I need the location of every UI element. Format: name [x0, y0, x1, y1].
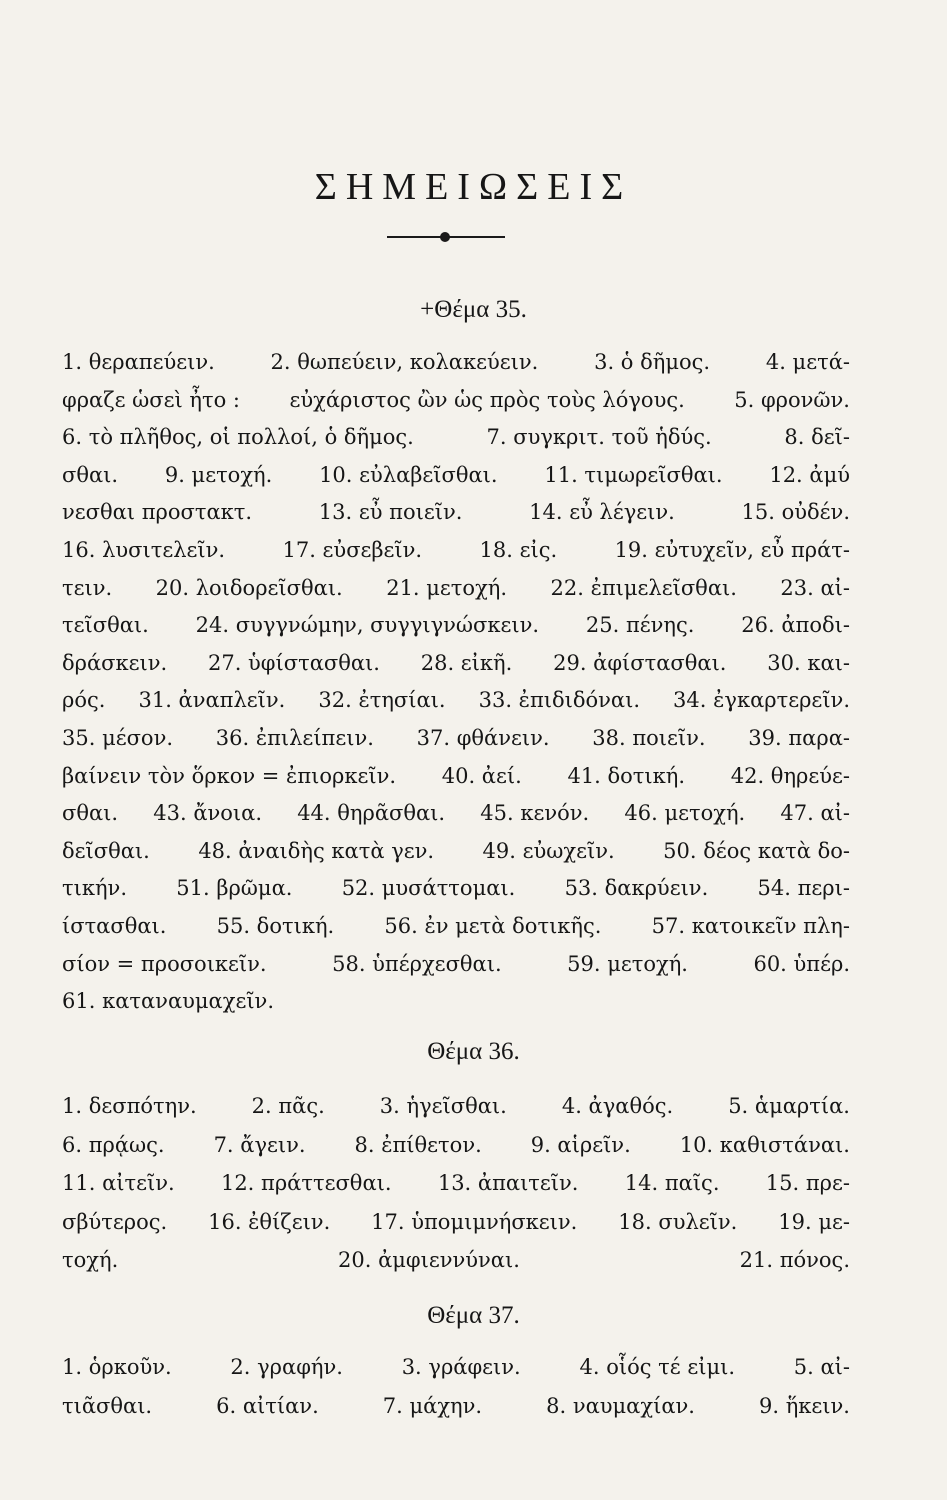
text-segment: 57. κατοικεῖν πλη-: [651, 913, 850, 938]
text-line: [62, 1248, 850, 1287]
text-line: [62, 463, 850, 501]
text-segment: σθαι.: [62, 462, 119, 487]
text-segment: 50. δέος κατὰ δο-: [663, 838, 850, 863]
text-segment: 25. πένης.: [585, 613, 695, 638]
text-line: [62, 500, 850, 538]
text-segment: τειν.: [62, 575, 113, 600]
text-segment: 33. ἐπιδιδόναι.: [478, 688, 641, 713]
text-line: [62, 1094, 850, 1133]
text-segment: 21. πόνος.: [739, 1248, 850, 1272]
text-segment: 22. ἐπιμελεῖσθαι.: [550, 575, 737, 600]
section-body-37: [62, 1355, 850, 1432]
text-segment: 30. και-: [767, 650, 850, 675]
text-segment: 3. γράφειν.: [401, 1355, 521, 1379]
text-segment: 35. μέσον.: [62, 725, 174, 750]
text-segment: 19. εὐτυχεῖν, εὖ πράτ-: [614, 537, 850, 562]
text-segment: 41. δοτική.: [567, 763, 686, 788]
text-segment: 9. μετοχή.: [164, 462, 273, 487]
text-segment: τοχή.: [62, 1248, 119, 1272]
text-segment: δράσκειν.: [62, 650, 168, 675]
text-segment: 2. γραφήν.: [230, 1355, 343, 1379]
text-segment: 27. ὑφίστασθαι.: [207, 650, 380, 675]
text-segment: 59. μετοχή.: [567, 951, 688, 976]
text-segment: τικήν.: [62, 876, 127, 901]
text-segment: 8. δεῖ-: [784, 425, 850, 450]
section-body-36: [62, 1094, 850, 1287]
text-line: [62, 538, 850, 576]
text-segment: 4. μετά-: [765, 350, 850, 374]
text-segment: σθαι.: [62, 801, 119, 826]
text-segment: 13. εὖ ποιεῖν.: [318, 500, 463, 525]
text-segment: 39. παρα-: [748, 725, 850, 750]
text-segment: 28. εἰκῆ.: [420, 650, 513, 675]
text-segment: 29. ἀφίστασθαι.: [553, 650, 727, 675]
text-segment: 53. δακρύειν.: [564, 876, 709, 901]
text-segment: 48. ἀναιδὴς κατὰ γεν.: [198, 838, 435, 863]
text-segment: 31. ἀναπλεῖν.: [138, 688, 286, 713]
ornament-dot: [440, 232, 450, 242]
text-segment: 1. δεσπότην.: [62, 1094, 197, 1118]
text-segment: εὐχάριστος ὢν ὡς πρὸς τοὺς λόγους.: [289, 387, 685, 412]
text-segment: 3. ἡγεῖσθαι.: [379, 1094, 507, 1118]
text-line: [62, 1355, 850, 1394]
text-segment: 6. τὸ πλῆθος, οἱ πολλοί, ὁ δῆμος.: [62, 425, 414, 450]
text-line: [62, 764, 850, 802]
text-segment: 5. αἰ-: [793, 1355, 850, 1379]
section-heading-37: Θέμα 37.: [427, 1302, 520, 1329]
text-line: [62, 914, 850, 952]
text-line: [62, 350, 850, 388]
text-segment: 34. ἐγκαρτερεῖν.: [673, 688, 850, 713]
text-segment: σβύτερος.: [62, 1209, 168, 1234]
text-segment: τεῖσθαι.: [62, 613, 149, 638]
text-segment: φραζε ὡσεὶ ἦτο :: [62, 387, 241, 412]
text-segment: 23. αἰ-: [780, 575, 850, 600]
text-segment: ρός.: [62, 688, 106, 713]
text-segment: 18. εἰς.: [479, 537, 558, 562]
text-segment: ίστασθαι.: [62, 913, 167, 938]
text-segment: 12. ἀμύ: [769, 462, 850, 487]
text-segment: 15. οὐδέν.: [741, 500, 850, 525]
text-segment: 12. πράττεσθαι.: [220, 1171, 392, 1195]
text-line: [62, 388, 850, 426]
text-segment: 20. ἀμφιεννύναι.: [338, 1248, 520, 1272]
text-line: [62, 1133, 850, 1172]
text-segment: 44. θηρᾶσθαι.: [297, 801, 446, 826]
text-line: [62, 952, 850, 990]
text-segment: 20. λοιδορεῖσθαι.: [155, 575, 343, 600]
text-line: [62, 576, 850, 614]
text-segment: 9. αἱρεῖν.: [530, 1132, 631, 1157]
text-line: [62, 726, 850, 764]
text-line: [62, 1394, 850, 1433]
text-segment: 36. ἐπιλείπειν.: [215, 725, 374, 750]
text-segment: 16. λυσιτελεῖν.: [62, 537, 226, 562]
text-segment: 19. με-: [778, 1209, 850, 1234]
section-heading-35: +Θέμα 35.: [420, 296, 527, 323]
text-line: [62, 989, 850, 1027]
text-segment: 3. ὁ δῆμος.: [594, 350, 711, 374]
text-segment: 10. εὐλαβεῖσθαι.: [319, 462, 498, 487]
text-segment: 1. θεραπεύειν.: [62, 350, 215, 374]
text-segment: τιᾶσθαι.: [62, 1393, 153, 1418]
text-segment: νεσθαι προστακτ.: [62, 500, 253, 525]
text-segment: 14. εὖ λέγειν.: [529, 500, 675, 525]
text-line: [62, 876, 850, 914]
text-segment: 26. ἀποδι-: [741, 613, 850, 638]
text-segment: 40. ἀεί.: [441, 763, 522, 788]
text-line: [62, 425, 850, 463]
text-segment: 38. ποιεῖν.: [592, 725, 706, 750]
text-segment: 7. συγκριτ. τοῦ ἡδύς.: [486, 425, 712, 450]
text-segment: 10. καθιστάναι.: [679, 1132, 850, 1157]
text-segment: 56. ἐν μετὰ δοτικῆς.: [384, 913, 602, 938]
text-segment: 4. ἀγαθός.: [561, 1094, 674, 1118]
text-segment: 24. συγγνώμην, συγγιγνώσκειν.: [195, 613, 540, 638]
text-segment: 46. μετοχή.: [624, 801, 746, 826]
text-segment: 47. αἰ-: [780, 801, 850, 826]
text-segment: 45. κενόν.: [480, 801, 590, 826]
text-segment: 15. πρε-: [765, 1171, 850, 1195]
text-segment: 61. καταναυμαχεῖν.: [62, 989, 274, 1014]
text-segment: 37. φθάνειν.: [416, 725, 550, 750]
text-segment: σίον = προσοικεῖν.: [62, 951, 267, 976]
text-segment: 5. φρονῶν.: [734, 387, 850, 412]
text-segment: 2. πᾶς.: [251, 1094, 325, 1118]
page-title: ΣΗΜΕΙΩΣΕΙΣ: [314, 166, 633, 209]
text-line: [62, 688, 850, 726]
text-segment: 6. πρᾴως.: [62, 1132, 165, 1157]
text-segment: 9. ἥκειν.: [758, 1393, 850, 1418]
text-segment: 60. ὑπέρ.: [753, 951, 850, 976]
text-segment: 8. ἐπίθετον.: [354, 1132, 482, 1157]
text-segment: 51. βρῶμα.: [176, 876, 293, 901]
text-segment: 43. ἄνοια.: [153, 801, 263, 826]
text-segment: 17. εὐσεβεῖν.: [282, 537, 423, 562]
text-line: [62, 613, 850, 651]
section-body-35: [62, 350, 850, 1027]
text-segment: 17. ὑπομιμνήσκειν.: [371, 1209, 578, 1234]
text-segment: βαίνειν τὸν ὅρκον = ἐπιορκεῖν.: [62, 763, 397, 788]
text-segment: 4. οἷός τέ εἰμι.: [579, 1355, 735, 1379]
text-line: [62, 651, 850, 689]
text-line: [62, 801, 850, 839]
text-segment: 14. παῖς.: [624, 1171, 720, 1195]
text-segment: 13. ἀπαιτεῖν.: [437, 1171, 579, 1195]
text-segment: 2. θωπεύειν, κολακεύειν.: [270, 350, 539, 374]
ornament-divider: [387, 236, 505, 238]
text-segment: 8. ναυμαχίαν.: [546, 1393, 695, 1418]
text-segment: 16. ἐθίζειν.: [208, 1209, 331, 1234]
text-segment: 18. συλεῖν.: [618, 1209, 738, 1234]
text-segment: 11. αἰτεῖν.: [62, 1171, 175, 1195]
text-line: [62, 1171, 850, 1210]
text-segment: 42. θηρεύε-: [730, 763, 850, 788]
text-segment: 7. μάχην.: [382, 1393, 483, 1418]
text-segment: 11. τιμωρεῖσθαι.: [544, 462, 723, 487]
text-line: [62, 1210, 850, 1249]
text-segment: 32. ἐτησίαι.: [318, 688, 446, 713]
text-segment: 58. ὑπέρχεσθαι.: [332, 951, 502, 976]
text-segment: 52. μυσάττομαι.: [341, 876, 516, 901]
text-segment: 49. εὐωχεῖν.: [482, 838, 615, 863]
text-line: [62, 839, 850, 877]
text-segment: 1. ὁρκοῦν.: [62, 1355, 172, 1379]
text-segment: 6. αἰτίαν.: [216, 1393, 319, 1418]
text-segment: 55. δοτική.: [216, 913, 335, 938]
section-heading-36: Θέμα 36.: [427, 1038, 520, 1065]
text-segment: 5. ἁμαρτία.: [728, 1094, 850, 1118]
text-segment: 7. ἄγειν.: [213, 1132, 306, 1157]
text-segment: δεῖσθαι.: [62, 838, 150, 863]
text-segment: 54. περι-: [757, 876, 850, 901]
text-segment: 21. μετοχή.: [386, 575, 508, 600]
